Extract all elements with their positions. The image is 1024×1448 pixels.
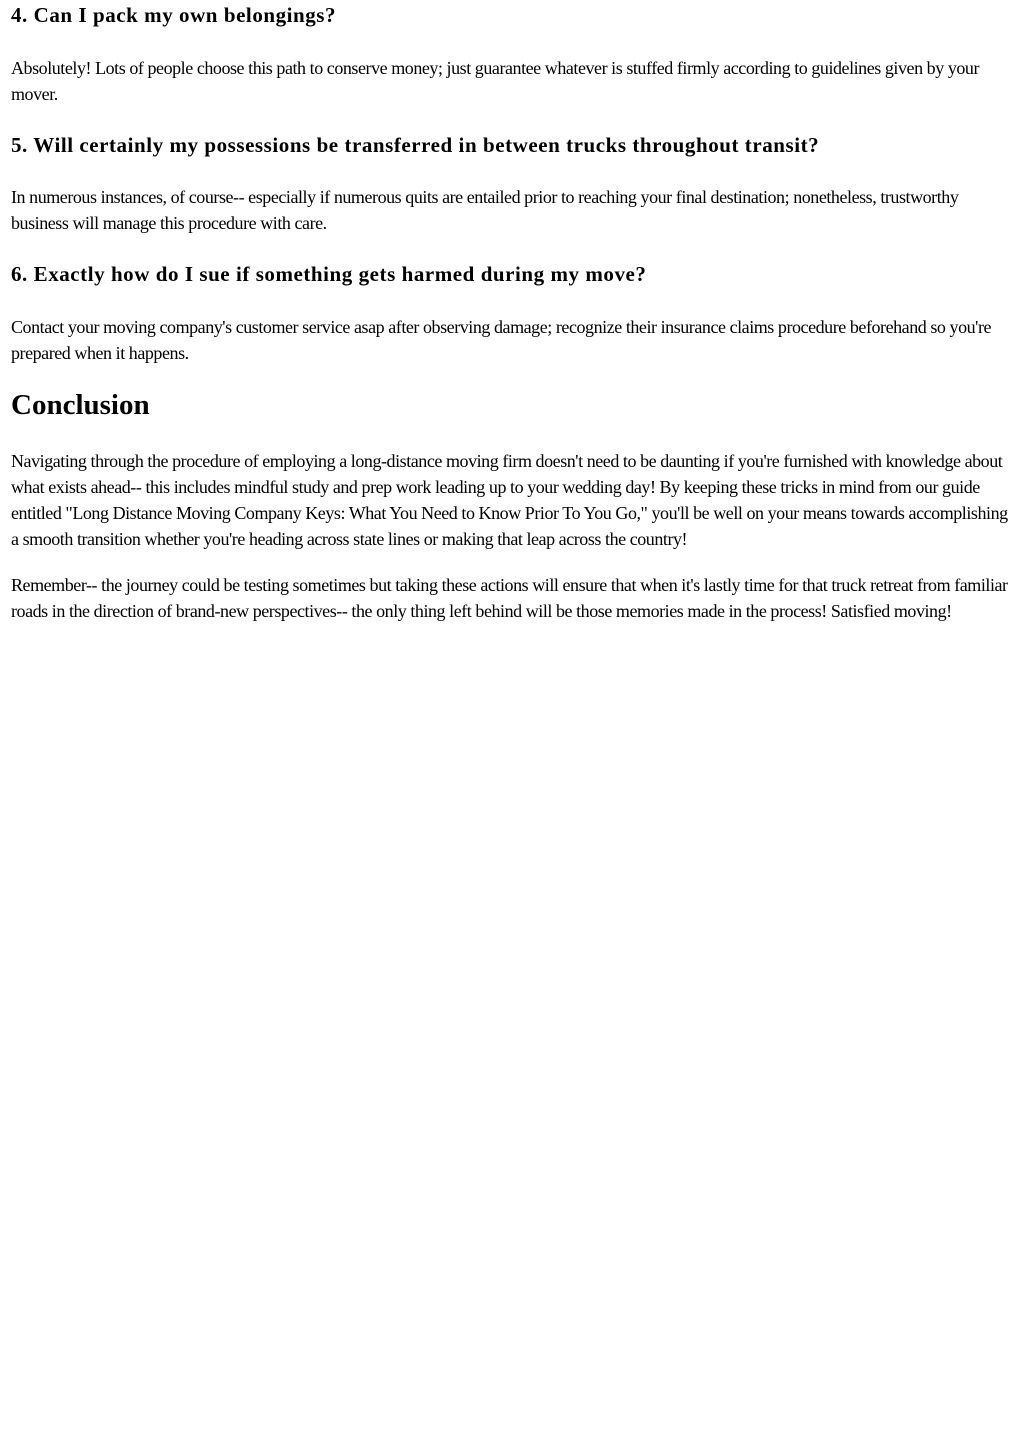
conclusion-heading: Conclusion xyxy=(11,389,150,421)
faq-answer-5-paragraph: In numerous instances, of course-- especially if numerous quits are entailed prior to reaching your final destination; nonetheless, trustworthy business will manage this procedure with care. xyxy=(11,187,959,233)
faq-answer-4-paragraph: Absolutely! Lots of people choose this path to conserve money; just guarantee whatever is stuffed firmly according to guidelines given by your mover. xyxy=(11,58,980,104)
faq-answer-6-paragraph: Contact your moving company's customer service asap after observing damage; recognize their insurance claims procedure beforehand so you're prepared when it happens. xyxy=(11,317,992,363)
faq-question-4-heading: 4. Can I pack my own belongings? xyxy=(11,3,337,27)
document-page xyxy=(0,2,1024,1448)
conclusion-paragraph-2: Remember-- the journey could be testing sometimes but taking these actions will ensure that when it's lastly time for that truck retreat from familiar roads in the direction of brand-new perspectives-- the only thing left behind will be those memories made in the process! Satisfied moving! xyxy=(11,575,1008,621)
faq-question-6-heading: 6. Exactly how do I sue if something gets harmed during my move? xyxy=(11,262,647,286)
conclusion-paragraph-1: Navigating through the procedure of employing a long-distance moving firm doesn't need to be daunting if you're furnished with knowledge about what exists ahead-- this includes mindful study and prep work leading up to your wedding day! By keeping these tricks in mind from our guide entitled "Long Distance Moving Company Keys: What You Need to Know Prior To You Go," you'll be well on your means towards accomplishing a smooth transition whether you're heading across state lines or making that leap across the country! xyxy=(11,451,1008,549)
faq-question-5-heading: 5. Will certainly my possessions be transferred in between trucks throughout transit? xyxy=(11,133,820,157)
